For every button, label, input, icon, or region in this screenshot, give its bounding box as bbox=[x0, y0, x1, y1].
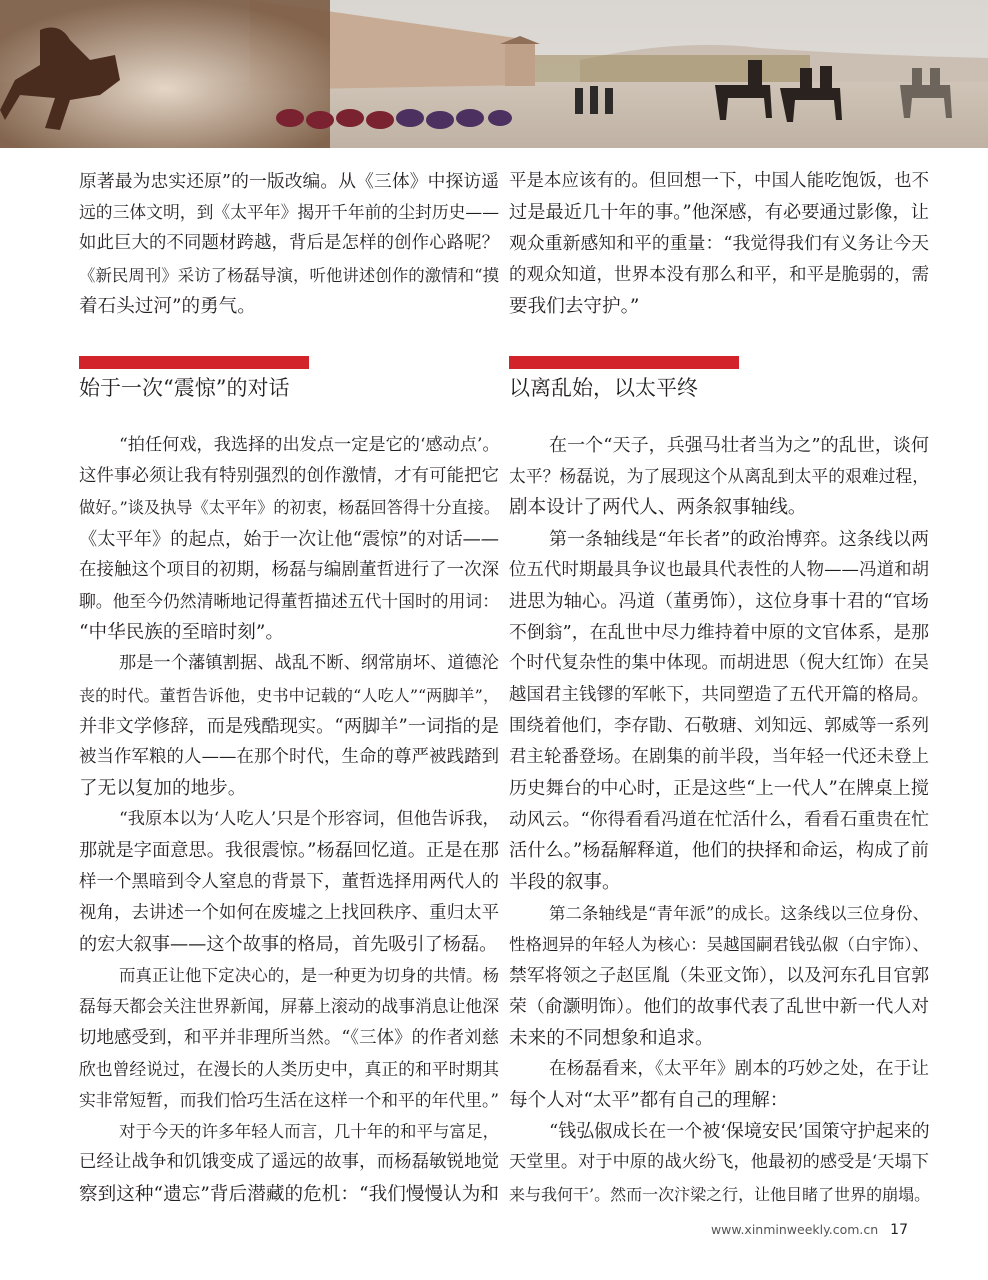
text-line: 未来的不同想象和追求。 bbox=[509, 1027, 714, 1049]
text-line: 的观众知道，世界本没有那么和平，和平是脆弱的，需 bbox=[509, 264, 929, 285]
text-line: 围绕着他们，李存勖、石敬瑭、刘知远、郭威等一系列 bbox=[509, 715, 929, 736]
text-line: 第二条轴线是“青年派”的成长。这条线以三位身份、 bbox=[549, 903, 929, 923]
text-line: 聊。他至今仍然清晰地记得董哲描述五代十国时的用词： bbox=[79, 590, 499, 611]
text-line: 来与我何干’。然而一次汴梁之行，让他目睹了世界的崩塌。 bbox=[509, 1184, 931, 1204]
text-line: 切地感受到，和平并非理所当然。“《三体》的作者刘慈 bbox=[79, 1027, 499, 1048]
text-line: 过是最近几十年的事。”他深感，有必要通过影像，让 bbox=[509, 202, 929, 224]
film-still-photo-icon bbox=[0, 0, 988, 148]
text-line: 做好。”谈及执导《太平年》的初衷，杨磊回答得十分直接。 bbox=[79, 498, 501, 518]
text-line: 天堂里。对于中原的战火纷飞，他最初的感受是‘天塌下 bbox=[509, 1152, 929, 1173]
page-number: 17 bbox=[890, 1222, 908, 1238]
text-line: 每个人对“太平”都有自己的理解： bbox=[509, 1089, 789, 1111]
text-line: 这件事必须让我有特别强烈的创作激情，才有可能把它 bbox=[79, 466, 499, 487]
text-line: 太平？杨磊说，为了展现这个从离乱到太平的艰难过程， bbox=[509, 466, 929, 487]
text-line: 荣（俞灏明饰）。他们的故事代表了乱世中新一代人对 bbox=[509, 996, 929, 1018]
text-line: 欣也曾经说过，在漫长的人类历史中，真正的和平时期其 bbox=[79, 1058, 499, 1079]
text-line: 在接触这个项目的初期，杨磊与编剧董哲进行了一次深 bbox=[79, 559, 499, 580]
text-line: 观众重新感知和平的重量：“我觉得我们有义务让今天 bbox=[509, 233, 929, 255]
left-intro bbox=[79, 166, 499, 322]
section-accent-bar bbox=[79, 356, 309, 369]
text-line: 的宏大叙事——这个故事的格局，首先吸引了杨磊。 bbox=[79, 934, 498, 955]
text-line: 《新民周刊》采访了杨磊导演，听他讲述创作的激情和“摸 bbox=[79, 265, 499, 285]
text-line: 了无以复加的地步。 bbox=[79, 778, 247, 800]
text-line: 动风云。“你得看看冯道在忙活什么，看看石重贵在忙 bbox=[509, 809, 929, 831]
text-line: 那就是字面意思。我很震惊。”杨磊回忆道。正是在那 bbox=[79, 840, 499, 862]
text-line: 对于今天的许多年轻人而言，几十年的和平与富足， bbox=[119, 1122, 499, 1142]
left-body bbox=[79, 430, 499, 1210]
text-line: 实非常短暂，而我们恰巧生活在这样一个和平的年代里。” bbox=[79, 1089, 499, 1110]
right-intro bbox=[509, 166, 929, 322]
section-accent-bar bbox=[509, 356, 739, 369]
text-line: “钱弘俶成长在一个被‘保境安民’国策守护起来的 bbox=[549, 1121, 930, 1143]
text-line: 进思为轴心。冯道（董勇饰），这位身事十君的“官场 bbox=[509, 590, 929, 612]
text-line: 活什么。”杨磊解释道，他们的抉择和命运，构成了前 bbox=[509, 840, 929, 862]
section-heading: 以离乱始，以太平终 bbox=[509, 376, 698, 400]
text-line: 磊每天都会关注世界新闻，屏幕上滚动的战事消息让他深 bbox=[79, 996, 499, 1017]
text-line: 被当作军粮的人——在那个时代，生命的尊严被践踏到 bbox=[79, 746, 499, 767]
text-line: 君主轮番登场。在剧集的前半段，当年轻一代还未登上 bbox=[509, 746, 929, 767]
text-line: 历史舞台的中心时，正是这些“上一代人”在牌桌上搅 bbox=[509, 778, 929, 800]
text-line: 平是本应该有的。但回想一下，中国人能吃饱饭，也不 bbox=[509, 171, 929, 191]
website-url[interactable]: www.xinminweekly.com.cn bbox=[710, 1222, 879, 1237]
text-line: 丧的时代。董哲告诉他，史书中记载的“人吃人”“两脚羊”， bbox=[79, 685, 499, 705]
text-line: 视角，去讲述一个如何在废墟之上找回秩序、重归太平 bbox=[79, 902, 499, 923]
text-line: 远的三体文明，到《太平年》揭开千年前的尘封历史—— bbox=[79, 202, 499, 223]
text-line: 已经让战争和饥饿变成了遥远的故事，而杨磊敏锐地觉 bbox=[79, 1152, 499, 1173]
text-line: 要我们去守护。” bbox=[509, 295, 640, 317]
text-line: 并非文学修辞，而是残酷现实。“两脚羊”一词指的是 bbox=[79, 715, 499, 737]
text-line: 在杨磊看来，《太平年》剧本的巧妙之处，在于让 bbox=[549, 1058, 929, 1079]
text-line: 禁军将领之子赵匡胤（朱亚文饰），以及河东孔目官郭 bbox=[509, 965, 929, 987]
text-line: 原著最为忠实还原”的一版改编。从《三体》中探访遥 bbox=[79, 171, 499, 192]
text-line: 着石头过河”的勇气。 bbox=[79, 295, 256, 317]
text-line: 察到这种“遗忘”背后潜藏的危机：“我们慢慢认为和 bbox=[79, 1183, 499, 1205]
text-line: 位五代时期最具争议也最具代表性的人物——冯道和胡 bbox=[509, 559, 929, 580]
text-line: 样一个黑暗到令人窒息的背景下，董哲选择用两代人的 bbox=[79, 871, 499, 892]
page-footer bbox=[711, 1222, 908, 1238]
text-line: 《太平年》的起点，始于一次让他“震惊”的对话—— bbox=[79, 528, 499, 550]
text-line: 性格迥异的年轻人为核心：吴越国嗣君钱弘俶（白宇饰）、 bbox=[509, 935, 929, 954]
text-line: “拍任何戏，我选择的出发点一定是它的‘感动点’。 bbox=[119, 435, 500, 455]
section-heading: 始于一次“震惊”的对话 bbox=[79, 376, 290, 400]
text-line: 越国君主钱镠的军帐下，共同塑造了五代开篇的格局。 bbox=[509, 684, 929, 705]
text-line: 那是一个藩镇割据、战乱不断、纲常崩坏、道德沦 bbox=[119, 653, 499, 674]
text-line: 而真正让他下定决心的，是一种更为切身的共情。杨 bbox=[119, 966, 499, 986]
text-line: 在一个“天子，兵强马壮者当为之”的乱世，谈何 bbox=[549, 435, 929, 456]
text-line: “我原本以为‘人吃人’只是个形容词，但他告诉我， bbox=[119, 809, 500, 830]
text-line: 第一条轴线是“年长者”的政治博弈。这条线以两 bbox=[549, 528, 929, 550]
text-line: 剧本设计了两代人、两条叙事轴线。 bbox=[509, 497, 807, 519]
text-line: “中华民族的至暗时刻”。 bbox=[79, 622, 284, 644]
text-line: 半段的叙事。 bbox=[509, 871, 621, 893]
hero-film-still bbox=[0, 0, 988, 148]
text-line: 如此巨大的不同题材跨越，背后是怎样的创作心路呢？ bbox=[79, 233, 499, 254]
text-line: 不倒翁”，在乱世中尽力维持着中原的文官体系，是那 bbox=[509, 622, 929, 644]
right-body bbox=[509, 430, 929, 1210]
text-line: 个时代复杂性的集中体现。而胡进思（倪大红饰）在吴 bbox=[509, 653, 929, 674]
